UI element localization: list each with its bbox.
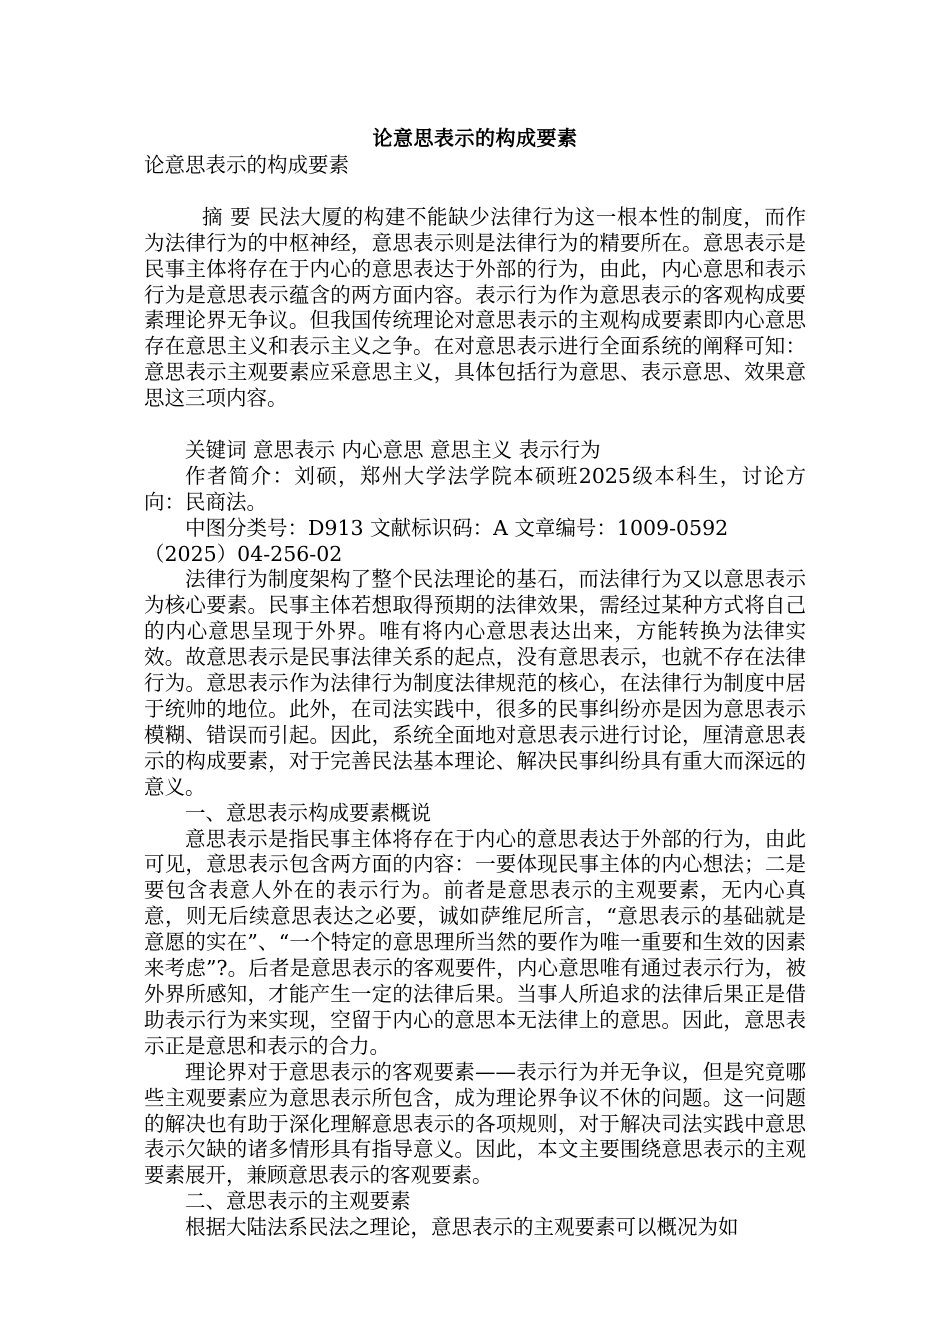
section1-paragraph-1: 意思表示是指民事主体将存在于内心的意思表达于外部的行为，由此可见，意思表示包含两方面的内容：一要体现民事主体的内心想法；二是要包含表意人外在的表示行为。前者是意思表示的主观要素，无内心真意，则无后续意思表达之必要，诚如萨维尼所言，“意思表示的基础就是意愿的实在”、“一个特定的意思理所当然的要作为唯一重要和生效的因素来考虑”?。后者是意思表示的客观要件，内心意思唯有通过表示行为，被外界所感知，才能产生一定的法律后果。当事人所追求的法律后果正是借助表示行为来实现，空留于内心的意思本无法律上的意思。因此，意思表示正是意思和表示的合力。 bbox=[144, 826, 806, 1058]
intro-paragraph: 法律行为制度架构了整个民法理论的基石，而法律行为又以意思表示为核心要素。民事主体若想取得预期的法律效果，需经过某种方式将自己的内心意思呈现于外界。唯有将内心意思表达出来，方能转换为法律实效。故意思表示是民事法律关系的起点，没有意思表示，也就不存在法律行为。意思表示作为法律行为制度法律规范的核心，在法律行为制度中居于统帅的地位。此外，在司法实践中，很多的民事纠纷亦是因为意思表示模糊、错误而引起。因此，系统全面地对意思表示进行讨论，厘清意思表示的构成要素，对于完善民法基本理论、解决民事纠纷具有重大而深远的意义。 bbox=[144, 567, 806, 799]
document-body bbox=[144, 153, 806, 1241]
keywords-line: 关键词 意思表示 内心意思 意思主义 表示行为 bbox=[185, 437, 601, 462]
abstract-paragraph: 摘 要 民法大厦的构建不能缺少法律行为这一根本性的制度，而作为法律行为的中枢神经，意思表示则是法律行为的精要所在。意思表示是民事主体将存在于内心的意思表达于外部的行为，由此，内心意思和表示行为是意思表示蕴含的两方面内容。表示行为作为意思表示的客观构成要素理论界无争议。但我国传统理论对意思表示的主观构成要素即内心意思存在意思主义和表示主义之争。在对意思表示进行全面系统的阐释可知：意思表示主观要素应采意思主义，具体包括行为意思、表示意思、效果意思这三项内容。 bbox=[144, 204, 806, 411]
section-heading-2: 二、意思表示的主观要素 bbox=[185, 1189, 411, 1214]
author-info: 作者简介：刘硕，郑州大学法学院本硕班2025级本科生，讨论方向：民商法。 bbox=[144, 463, 806, 514]
blank-line bbox=[144, 179, 806, 205]
section2-paragraph-1: 根据大陆法系民法之理论，意思表示的主观要素可以概况为如 bbox=[185, 1215, 739, 1240]
document-subtitle: 论意思表示的构成要素 bbox=[144, 153, 349, 177]
section-heading-1: 一、意思表示构成要素概说 bbox=[185, 800, 431, 825]
document-title: 论意思表示的构成要素 bbox=[372, 126, 578, 150]
section1-paragraph-2: 理论界对于意思表示的客观要素——表示行为并无争议，但是究竟哪些主观要素应为意思表示所包含，成为理论界争议不休的问题。这一问题的解决也有助于深化理解意思表示的各项规则，对于解决司法实践中意思表示欠缺的诸多情形具有指导意义。因此，本文主要围绕意思表示的主观要素展开，兼顾意思表示的客观要素。 bbox=[144, 1059, 806, 1188]
blank-line bbox=[144, 412, 806, 438]
classification-info: 中图分类号：D913 文献标识码：A 文章编号：1009-0592（2025）04-256-02 bbox=[144, 515, 729, 566]
